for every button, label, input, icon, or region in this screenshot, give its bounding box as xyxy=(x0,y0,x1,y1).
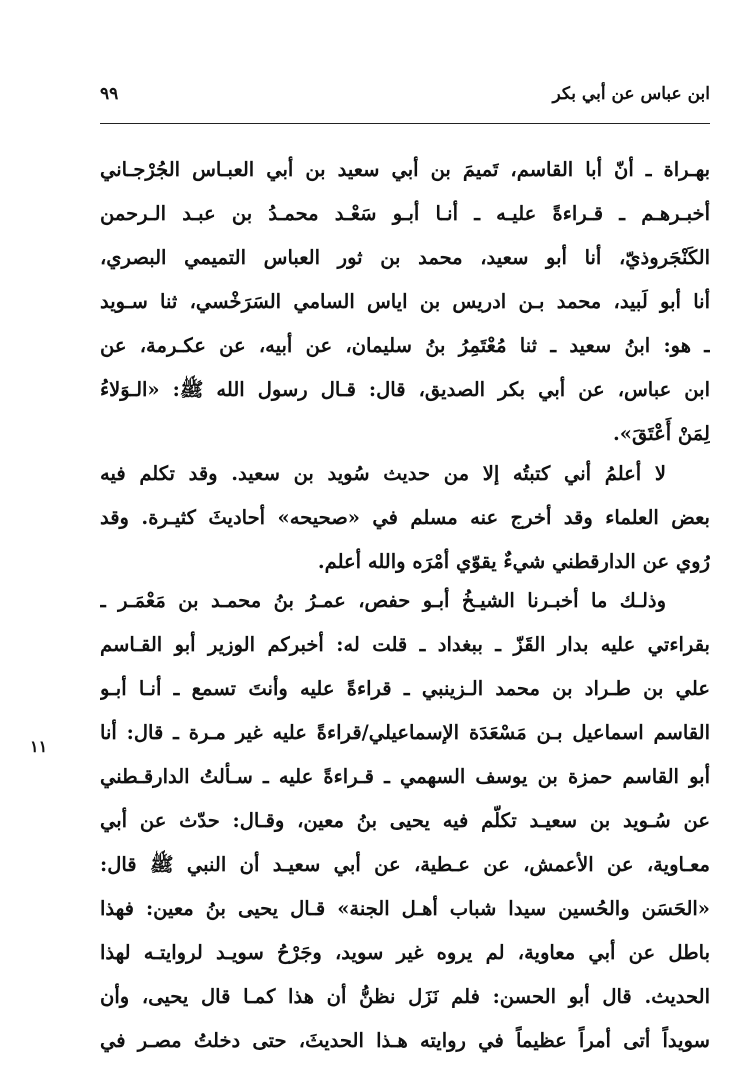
page-number: ٩٩ xyxy=(100,84,119,104)
text-line: أنا أبو لَبيد، محمد بـن ادريس بن اياس السامي السَرَخْسي، ثنا سـويد xyxy=(100,290,710,313)
text-line: معـاوية، عن الأعمش، عن عـطية، عن أبي سعيـد أن النبي ﷺ قال: xyxy=(100,853,710,876)
paragraph-3 xyxy=(100,579,710,1063)
text-line: وذلـك ما أخبـرنا الشيـخُ أبـو حفص، عمـرُ بنُ محمـد بن مَعْمَـر ـ xyxy=(100,589,666,612)
text-line: رُوي عن الدارقطني شيءٌ يقوّي أمْرَه والله أعلم. xyxy=(317,550,710,573)
text-line: عن سُـويد بن سعيـد تكلّم فيه يحيى بنُ معين، وقـال: حدّث عن أبي xyxy=(100,809,710,832)
text-line: ـ هو: ابنُ سعيد ـ ثنا مُعْتَمِرُ بنُ سليمان، عن أبيه، عن عكـرمة، عن xyxy=(100,334,710,357)
text-line: علي بن طـراد بن محمد الـزينبي ـ قراءةً عليه وأنتَ تسمع ـ أنـا أبـو xyxy=(100,677,710,700)
paragraph-2 xyxy=(100,452,710,584)
text-line: سويداً أتى أمراً عظيماً في روايته هـذا الحديثَ، حتى دخلتُ مصـر في xyxy=(100,1029,710,1052)
text-line: بقراءتي عليه بدار القَزّ ـ ببغداد ـ قلت له: أخبركم الوزير أبو القـاسم xyxy=(100,633,710,656)
text-line: القاسم اسماعيل بـن مَسْعَدَة الإسماعيلي/قراءةً عليه غير مـرة ـ قال: أنا xyxy=(100,721,710,744)
text-line: أبو القاسم حمزة بن يوسف السهمي ـ قـراءةً عليه ـ سـألتُ الدارقـطني xyxy=(100,765,710,788)
running-title: ابن عباس عن أبي بكر xyxy=(552,84,710,104)
header-rule xyxy=(100,123,710,124)
text-line: الكَنْجَروذيّ، أنا أبو سعيد، محمد بن ثور العباس التميمي البصري، xyxy=(100,246,710,269)
margin-folio-number: ١١ xyxy=(30,737,48,756)
text-line: بعض العلماء وقد أخرج عنه مسلم في «صحيحه» أحاديثَ كثيـرة. وقد xyxy=(100,506,710,529)
text-line: باطل عن أبي معاوية، لم يروه غير سويد، وجَرْحُ سويـد لروايتـه لهذا xyxy=(100,941,710,964)
text-line: أخبـرهـم ـ قـراءةً عليـه ـ أنـا أبـو سَعْـد محمـدُ بن عبـد الـرحمن xyxy=(100,202,710,225)
text-line: بهـراة ـ أنّ أبا القاسم، تَميمَ بن أبي سعيد بن أبي العبـاس الجُرْجـاني xyxy=(100,158,710,181)
text-line: «الحَسَن والحُسين سيدا شباب أهـل الجنة» قـال يحيى بنُ معين: فهذا xyxy=(100,897,710,920)
text-line: لا أعلمُ أني كتبتُه إلا من حديث سُويد بن سعيد. وقد تكلم فيه xyxy=(100,462,666,485)
paragraph-1 xyxy=(100,148,710,456)
text-line: الحديث. قال أبو الحسن: فلم نَزَل نظنُّ أن هذا كمـا قال يحيى، وأن xyxy=(100,985,710,1008)
text-line: لِمَنْ أَعْتَقَ». xyxy=(612,422,710,445)
running-header xyxy=(100,80,710,110)
text-line: ابن عباس، عن أبي بكر الصديق، قال: قـال رسول الله ﷺ: «الـوَلاءُ xyxy=(100,378,710,401)
